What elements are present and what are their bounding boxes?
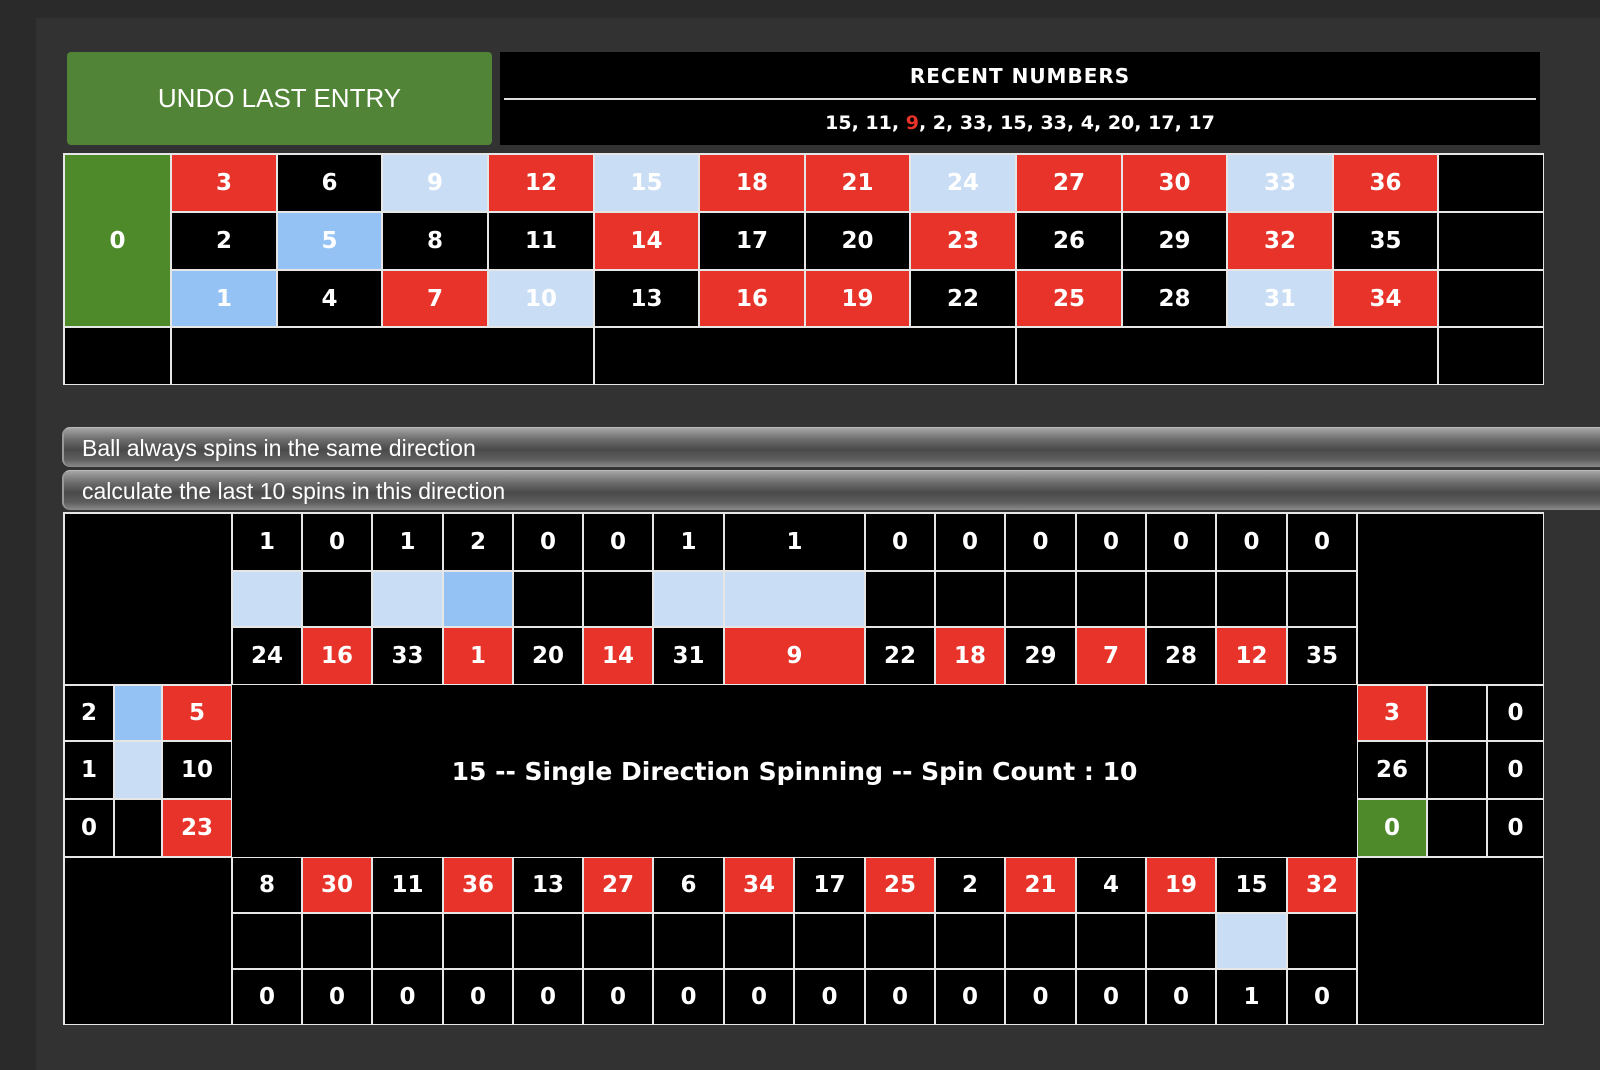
wheel-number-cell: 22: [865, 627, 935, 685]
number-cell-26[interactable]: 26: [1016, 212, 1122, 270]
hit-marker-cell: [653, 913, 724, 969]
hit-count-cell: 0: [583, 969, 653, 1025]
wheel-number-cell: 31: [653, 627, 724, 685]
hit-marker-cell: [1216, 913, 1287, 969]
wheel-number-cell: 21: [1005, 857, 1076, 913]
zero-cell[interactable]: 0: [64, 154, 171, 327]
number-cell-24[interactable]: 24: [910, 154, 1016, 212]
number-cell-28[interactable]: 28: [1122, 270, 1227, 327]
wheel-number-cell: 16: [302, 627, 372, 685]
hit-marker-cell: [724, 571, 865, 627]
hit-marker-cell: [302, 913, 372, 969]
hit-count-cell: 2: [64, 685, 114, 741]
direction-option-bar[interactable]: Ball always spins in the same direction: [62, 427, 1600, 467]
hit-marker-cell: [443, 571, 513, 627]
number-cell-36[interactable]: 36: [1333, 154, 1438, 212]
hit-marker-cell: [935, 913, 1005, 969]
number-cell-27[interactable]: 27: [1016, 154, 1122, 212]
wheel-number-cell: 13: [513, 857, 583, 913]
number-cell-34[interactable]: 34: [1333, 270, 1438, 327]
hit-count-cell: 0: [865, 513, 935, 571]
undo-last-entry-button[interactable]: UNDO LAST ENTRY: [67, 52, 492, 145]
hit-count-cell: 0: [1287, 513, 1357, 571]
wheel-number-cell: 24: [232, 627, 302, 685]
wheel-number-cell: 15: [1216, 857, 1287, 913]
recent-number: 33: [959, 112, 987, 134]
number-cell-19[interactable]: 19: [805, 270, 910, 327]
hit-count-cell: 0: [1287, 969, 1357, 1025]
number-cell-20[interactable]: 20: [805, 212, 910, 270]
hit-marker-cell: [935, 571, 1005, 627]
number-cell-9[interactable]: 9: [382, 154, 488, 212]
wheel-number-cell: 27: [583, 857, 653, 913]
recent-number: 15: [825, 112, 852, 134]
hit-marker-cell: [302, 571, 372, 627]
number-cell-31[interactable]: 31: [1227, 270, 1333, 327]
hit-count-cell: 0: [302, 969, 372, 1025]
hit-count-cell: 0: [794, 969, 865, 1025]
number-cell-12[interactable]: 12: [488, 154, 594, 212]
wheel-number-cell: 7: [1076, 627, 1146, 685]
hit-marker-cell: [1005, 571, 1076, 627]
wheel-number-cell: 9: [724, 627, 865, 685]
hit-count-cell: 0: [302, 513, 372, 571]
hit-count-cell: 0: [1487, 741, 1544, 799]
column-bet-cell[interactable]: [1438, 154, 1544, 212]
hit-count-cell: 0: [1076, 513, 1146, 571]
number-cell-15[interactable]: 15: [594, 154, 699, 212]
hit-count-cell: 1: [64, 741, 114, 799]
number-cell-17[interactable]: 17: [699, 212, 805, 270]
number-cell-11[interactable]: 11: [488, 212, 594, 270]
wheel-number-cell: 34: [724, 857, 794, 913]
hit-marker-cell: [865, 571, 935, 627]
number-cell-29[interactable]: 29: [1122, 212, 1227, 270]
corner-cell: [64, 857, 232, 1025]
hit-marker-cell: [1427, 741, 1487, 799]
hit-count-cell: 0: [1076, 969, 1146, 1025]
hit-count-cell: 0: [64, 799, 114, 857]
hit-count-cell: 0: [443, 969, 513, 1025]
dozen-bet-cell[interactable]: [594, 327, 1016, 385]
hit-count-cell: 0: [583, 513, 653, 571]
recent-numbers-list: 15, 11, 9, 2, 33, 15, 33, 4, 20, 17, 17: [825, 112, 1215, 134]
wheel-number-cell: 33: [372, 627, 443, 685]
hit-count-cell: 0: [1146, 969, 1216, 1025]
hit-count-cell: 0: [1487, 799, 1544, 857]
wheel-number-cell: 26: [1357, 741, 1427, 799]
number-cell-30[interactable]: 30: [1122, 154, 1227, 212]
hit-marker-cell: [1146, 571, 1216, 627]
hit-marker-cell: [583, 571, 653, 627]
hit-marker-cell: [232, 913, 302, 969]
wheel-number-cell: 32: [1287, 857, 1357, 913]
hit-marker-cell: [114, 741, 162, 799]
wheel-number-cell: 4: [1076, 857, 1146, 913]
betting-board: [63, 153, 1544, 385]
number-cell-13[interactable]: 13: [594, 270, 699, 327]
hit-count-cell: 1: [1216, 969, 1287, 1025]
hit-marker-cell: [513, 913, 583, 969]
calculate-spins-bar[interactable]: calculate the last 10 spins in this direction: [62, 470, 1600, 510]
hit-marker-cell: [1076, 571, 1146, 627]
number-cell-10[interactable]: 10: [488, 270, 594, 327]
spin-summary-text: 15 -- Single Direction Spinning -- Spin Count : 10: [232, 685, 1357, 857]
number-cell-25[interactable]: 25: [1016, 270, 1122, 327]
hit-marker-cell: [443, 913, 513, 969]
number-cell-21[interactable]: 21: [805, 154, 910, 212]
corner-cell: [1357, 513, 1544, 685]
wheel-number-cell: 28: [1146, 627, 1216, 685]
number-cell-16[interactable]: 16: [699, 270, 805, 327]
wheel-number-cell: 10: [162, 741, 232, 799]
wheel-number-cell: 17: [794, 857, 865, 913]
hit-count-cell: 0: [1487, 685, 1544, 741]
hit-count-cell: 1: [232, 513, 302, 571]
recent-number: 2: [932, 112, 947, 134]
hit-marker-cell: [1427, 685, 1487, 741]
hit-marker-cell: [232, 571, 302, 627]
number-cell-3[interactable]: 3: [171, 154, 277, 212]
hit-count-cell: 0: [513, 969, 583, 1025]
number-cell-32[interactable]: 32: [1227, 212, 1333, 270]
number-cell-33[interactable]: 33: [1227, 154, 1333, 212]
hit-marker-cell: [1427, 799, 1487, 857]
hit-count-cell: 0: [935, 513, 1005, 571]
column-bet-cell[interactable]: [1438, 212, 1544, 270]
recent-number: 4: [1080, 112, 1094, 134]
wheel-number-cell: 19: [1146, 857, 1216, 913]
hit-marker-cell: [1005, 913, 1076, 969]
number-cell-4[interactable]: 4: [277, 270, 382, 327]
wheel-number-cell: 12: [1216, 627, 1287, 685]
hit-count-cell: 1: [653, 513, 724, 571]
recent-number: 17: [1148, 112, 1175, 134]
dozen-bet-cell[interactable]: [1016, 327, 1438, 385]
recent-number: 9: [905, 112, 919, 134]
number-cell-18[interactable]: 18: [699, 154, 805, 212]
hit-marker-cell: [1076, 913, 1146, 969]
hit-count-cell: 1: [372, 513, 443, 571]
hit-count-cell: 0: [513, 513, 583, 571]
recent-number: 17: [1188, 112, 1215, 134]
wheel-number-cell: 25: [865, 857, 935, 913]
wheel-number-cell: 20: [513, 627, 583, 685]
hit-count-cell: 0: [935, 969, 1005, 1025]
wheel-number-cell: 3: [1357, 685, 1427, 741]
hit-marker-cell: [114, 799, 162, 857]
dozen-bet-cell[interactable]: [171, 327, 594, 385]
wheel-number-cell: 1: [443, 627, 513, 685]
hit-marker-cell: [114, 685, 162, 741]
column-bet-cell[interactable]: [1438, 270, 1544, 327]
wheel-number-cell: 8: [232, 857, 302, 913]
number-cell-7[interactable]: 7: [382, 270, 488, 327]
dozen-bet-cell[interactable]: [1438, 327, 1544, 385]
wheel-number-cell: 30: [302, 857, 372, 913]
corner-cell: [1357, 857, 1544, 1025]
hit-count-cell: 0: [724, 969, 794, 1025]
recent-numbers-divider: [504, 98, 1536, 100]
wheel-number-cell: 6: [653, 857, 724, 913]
hit-count-cell: 1: [724, 513, 865, 571]
hit-marker-cell: [1146, 913, 1216, 969]
number-cell-14[interactable]: 14: [594, 212, 699, 270]
hit-marker-cell: [1287, 913, 1357, 969]
number-cell-6[interactable]: 6: [277, 154, 382, 212]
corner-cell: [64, 513, 232, 685]
hit-marker-cell: [372, 571, 443, 627]
hit-count-cell: 0: [1005, 513, 1076, 571]
wheel-number-cell: 2: [935, 857, 1005, 913]
recent-number: 20: [1107, 112, 1135, 134]
hit-marker-cell: [724, 913, 794, 969]
wheel-analysis-grid: [63, 512, 1544, 1025]
number-cell-8[interactable]: 8: [382, 212, 488, 270]
hit-marker-cell: [1216, 571, 1287, 627]
wheel-number-cell: 18: [935, 627, 1005, 685]
hit-marker-cell: [372, 913, 443, 969]
hit-marker-cell: [653, 571, 724, 627]
recent-numbers-title: RECENT NUMBERS: [909, 64, 1131, 88]
hit-count-cell: 0: [1216, 513, 1287, 571]
hit-count-cell: 0: [372, 969, 443, 1025]
recent-number: 15: [1000, 112, 1027, 134]
hit-marker-cell: [865, 913, 935, 969]
recent-number: 33: [1040, 112, 1067, 134]
hit-marker-cell: [1287, 571, 1357, 627]
wheel-number-cell: 0: [1357, 799, 1427, 857]
number-cell-23[interactable]: 23: [910, 212, 1016, 270]
hit-count-cell: 0: [865, 969, 935, 1025]
hit-marker-cell: [513, 571, 583, 627]
recent-numbers-panel: [500, 52, 1540, 145]
number-cell-22[interactable]: 22: [910, 270, 1016, 327]
wheel-number-cell: 23: [162, 799, 232, 857]
hit-count-cell: 0: [653, 969, 724, 1025]
wheel-number-cell: 14: [583, 627, 653, 685]
number-cell-2[interactable]: 2: [171, 212, 277, 270]
hit-marker-cell: [794, 913, 865, 969]
hit-count-cell: 2: [443, 513, 513, 571]
number-cell-1[interactable]: 1: [171, 270, 277, 327]
dozen-bet-cell[interactable]: [64, 327, 171, 385]
recent-number: 11: [865, 112, 892, 134]
hit-count-cell: 0: [1005, 969, 1076, 1025]
wheel-number-cell: 11: [372, 857, 443, 913]
number-cell-5[interactable]: 5: [277, 212, 382, 270]
hit-count-cell: 0: [1146, 513, 1216, 571]
wheel-number-cell: 35: [1287, 627, 1357, 685]
wheel-number-cell: 36: [443, 857, 513, 913]
number-cell-35[interactable]: 35: [1333, 212, 1438, 270]
wheel-number-cell: 29: [1005, 627, 1076, 685]
hit-count-cell: 0: [232, 969, 302, 1025]
hit-marker-cell: [583, 913, 653, 969]
wheel-number-cell: 5: [162, 685, 232, 741]
